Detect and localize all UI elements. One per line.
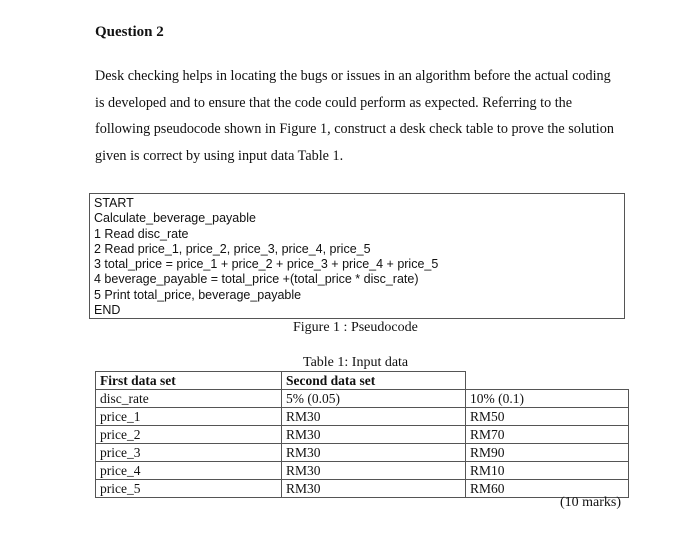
table-row [96, 444, 629, 462]
pseudocode-line: Calculate_beverage_payable [94, 211, 256, 226]
pseudocode-box [89, 193, 625, 319]
table-row [96, 390, 629, 408]
marks-label: (10 marks) [560, 495, 622, 510]
pseudocode-line: 1 Read disc_rate [94, 226, 189, 241]
question-paragraph [95, 63, 625, 169]
table-cell: RM90 [466, 444, 629, 462]
table-cell: RM30 [282, 426, 466, 444]
table-row [96, 408, 629, 426]
table-row [96, 426, 629, 444]
pseudocode-line: 2 Read price_1, price_2, price_3, price_4, price_5 [94, 241, 371, 256]
pseudocode-line: 4 beverage_payable = total_price +(total_price * disc_rate) [94, 272, 419, 287]
table-cell: price_2 [96, 426, 282, 444]
table-row [96, 462, 629, 480]
table-cell: disc_rate [96, 390, 282, 408]
table-cell: price_4 [96, 462, 282, 480]
pseudocode-line: 3 total_price = price_1 + price_2 + price_3 + price_4 + price_5 [94, 257, 439, 272]
table-header-row [96, 372, 629, 390]
table-cell: RM30 [282, 444, 466, 462]
table-cell: price_1 [96, 408, 282, 426]
table-empty-cell [466, 372, 629, 390]
table-cell: RM30 [282, 462, 466, 480]
figure-caption: Figure 1 : Pseudocode [293, 320, 418, 335]
table-cell: price_3 [96, 444, 282, 462]
table-cell: RM30 [282, 480, 466, 498]
table-header-cell: Second data set [282, 372, 466, 390]
input-data-table [95, 371, 629, 498]
paragraph-line: following pseudocode shown in Figure 1, construct a desk check table to prove the solution [95, 121, 614, 137]
table-caption: Table 1: Input data [303, 355, 409, 370]
table-cell: RM70 [466, 426, 629, 444]
pseudocode-line: START [94, 196, 134, 210]
table-header-cell: First data set [96, 372, 282, 390]
table-cell: RM30 [282, 408, 466, 426]
paragraph-line: is developed and to ensure that the code could perform as expected. Referring to the [95, 94, 573, 111]
pseudocode-line: END [94, 303, 121, 318]
table-cell: price_5 [96, 480, 282, 498]
paragraph-line: Desk checking helps in locating the bugs or issues in an algorithm before the actual coding [95, 68, 611, 84]
question-title: Question 2 [95, 24, 164, 40]
table-cell: RM60 [466, 480, 629, 498]
table-row [96, 480, 629, 498]
paragraph-line: given is correct by using input data Table 1. [95, 147, 344, 164]
table-cell: 5% (0.05) [282, 390, 466, 408]
table-cell: 10% (0.1) [466, 390, 629, 408]
pseudocode-line: 5 Print total_price, beverage_payable [94, 287, 302, 302]
table-cell: RM50 [466, 408, 629, 426]
table-cell: RM10 [466, 462, 629, 480]
